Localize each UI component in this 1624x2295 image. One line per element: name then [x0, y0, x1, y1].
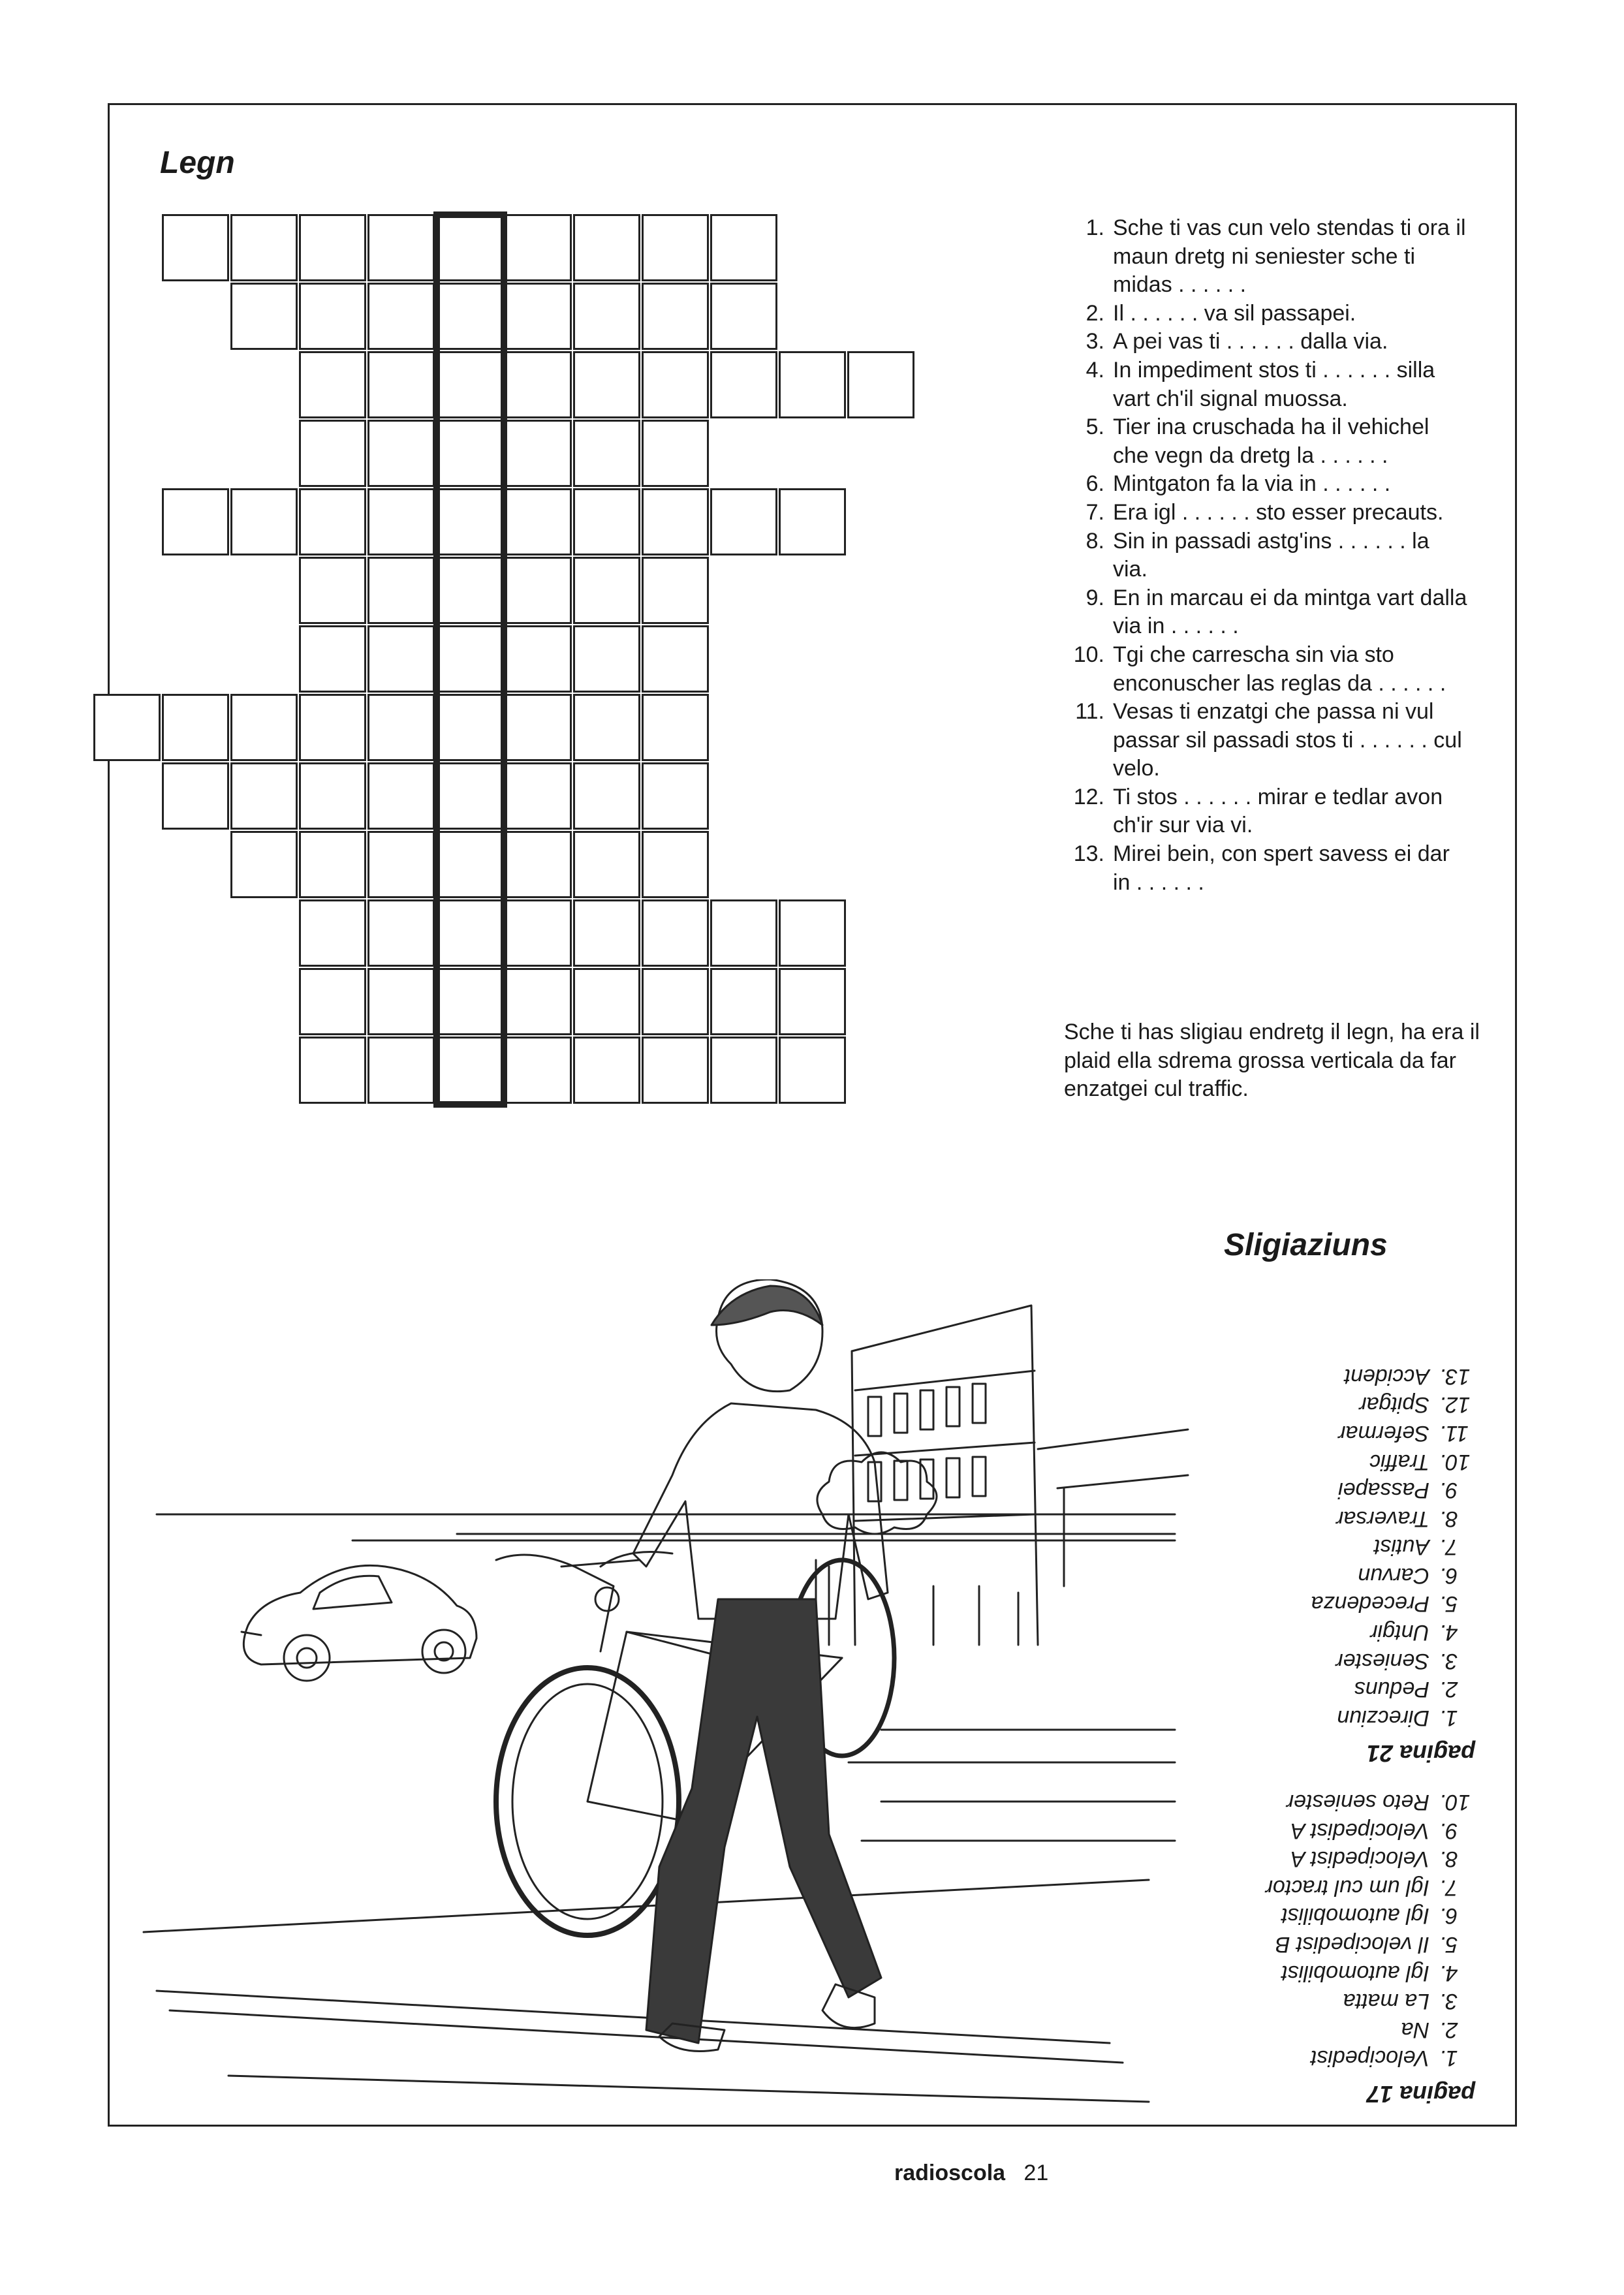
solution-item [1240, 1447, 1475, 1476]
solution-item [1240, 1390, 1475, 1419]
clue-number: 13. [1073, 841, 1104, 867]
solution-number: 12. [1439, 1392, 1471, 1418]
crossword-clue [1064, 840, 1469, 897]
solution-number: 7. [1439, 1535, 1458, 1560]
solution-item [1240, 1787, 1475, 1816]
solution-item [1240, 1901, 1475, 1930]
solution-item [1240, 1618, 1475, 1647]
solution-text: Sefermar [1338, 1420, 1429, 1446]
solution-item [1240, 2015, 1475, 2044]
solution-number: 8. [1439, 1506, 1458, 1531]
solution-item [1240, 1561, 1475, 1589]
page-footer [894, 2161, 1048, 2186]
solution-text: Igl automobilist [1281, 1903, 1429, 1929]
solution-number: 9. [1439, 1818, 1458, 1843]
clue-number: 6. [1085, 471, 1104, 497]
solution-text: Igl automobilist [1281, 1960, 1429, 1986]
solution-text: Reto seniester [1286, 1790, 1429, 1815]
solution-item [1240, 1675, 1475, 1704]
solutions-list [1240, 1362, 1475, 1732]
solutions-section-heading: pagina 21 [1366, 1740, 1475, 1768]
crossword-clue [1064, 783, 1469, 840]
solutions-title: Sligiaziuns [1224, 1228, 1388, 1262]
clue-text: Mintgaton fa la via in . . . . . . [1113, 471, 1391, 497]
solution-item [1240, 1476, 1475, 1505]
crossword-note: Sche ti has sligiau endretg il legn, ha era il plaid ella sdrema grossa verticala da far enzatgei cul traffic. [1064, 1020, 1480, 1102]
page-number: 21 [1023, 2161, 1049, 2185]
solution-text: Accident [1344, 1364, 1429, 1389]
car [242, 1565, 476, 1681]
solution-number: 6. [1439, 1903, 1458, 1929]
clue-text: Tgi che carrescha sin via sto enconuscher las reglas da . . . . . . [1113, 642, 1446, 696]
clue-number: 4. [1085, 357, 1104, 382]
clue-number: 10. [1073, 642, 1104, 667]
solution-text: Na [1401, 2017, 1429, 2042]
solution-item [1240, 1504, 1475, 1533]
solution-item [1240, 1845, 1475, 1873]
solution-item [1240, 1589, 1475, 1618]
crossword-clues [1064, 214, 1469, 897]
clue-text: Vesas ti enzatgi che passa ni vul passar sil passadi stos ti . . . . . . cul velo. [1113, 699, 1462, 781]
clue-text: Era igl . . . . . . sto esser precauts. [1113, 499, 1444, 525]
solution-item [1240, 1929, 1475, 1958]
clue-text: En in marcau ei da mintga vart dalla via in . . . . . . [1113, 585, 1467, 639]
crossword-clue [1064, 328, 1469, 356]
crossword-clue [1064, 214, 1469, 300]
solution-item [1240, 1533, 1475, 1561]
solution-number: 6. [1439, 1563, 1458, 1588]
clue-text: Sin in passadi astg'ins . . . . . . la via. [1113, 528, 1429, 582]
solution-number: 8. [1439, 1847, 1458, 1872]
crossword-clue [1064, 413, 1469, 470]
solution-number: 3. [1439, 1648, 1458, 1674]
clue-text: Mirei bein, con spert savess ei dar in . . . . . . [1113, 841, 1450, 895]
solution-number: 1. [1439, 1705, 1458, 1730]
clue-number: 12. [1073, 784, 1104, 809]
solution-text: Autist [1373, 1535, 1429, 1560]
solution-number: 7. [1439, 1875, 1458, 1900]
solution-number: 4. [1439, 1960, 1458, 1986]
solution-item [1240, 1703, 1475, 1732]
solution-number: 5. [1439, 1591, 1458, 1617]
solution-item [1240, 2044, 1475, 2072]
solution-number: 10. [1439, 1790, 1471, 1815]
clue-number: 3. [1085, 329, 1104, 354]
solution-text: Il velocipedist B [1275, 1932, 1429, 1958]
solution-number: 2. [1439, 1677, 1458, 1702]
solution-item [1240, 1958, 1475, 1987]
crossword-clue [1064, 499, 1469, 527]
solutions-upside-down [1240, 1292, 1475, 2108]
crossword-clue [1064, 584, 1469, 641]
crossword-title: Legn [160, 146, 235, 180]
solution-text: Passapei [1338, 1478, 1429, 1503]
solution-text: Traffic [1369, 1449, 1429, 1475]
crossword-clue [1064, 470, 1469, 499]
solution-item [1240, 1362, 1475, 1390]
solution-number: 2. [1439, 2017, 1458, 2042]
solution-number: 11. [1439, 1420, 1469, 1446]
solution-text: Carvun [1358, 1563, 1429, 1588]
boy [633, 1279, 888, 2052]
clue-number: 5. [1085, 414, 1104, 440]
solution-text: Velocipedist [1310, 2046, 1429, 2071]
crossword-clue [1064, 698, 1469, 783]
solution-item [1240, 1873, 1475, 1901]
clue-text: In impediment stos ti . . . . . . silla vart ch'il signal muossa. [1113, 357, 1435, 411]
solution-text: Direcziun [1337, 1705, 1429, 1730]
buildings [816, 1305, 1188, 1691]
solution-number: 9. [1439, 1478, 1458, 1503]
clue-text: Il . . . . . . va sil passapei. [1113, 300, 1356, 326]
clue-number: 1. [1085, 215, 1104, 240]
solution-item [1240, 1646, 1475, 1675]
solution-text: Igl um cul tractor [1265, 1875, 1429, 1900]
publication-name: radioscola [894, 2161, 1006, 2185]
crossword-clue [1064, 300, 1469, 328]
clue-number: 2. [1085, 300, 1104, 326]
cyclist-illustration [131, 1279, 1227, 2115]
clue-number: 7. [1085, 499, 1104, 525]
crossword-clue [1064, 527, 1469, 584]
clue-number: 11. [1075, 699, 1104, 725]
solution-text: La matta [1343, 1989, 1429, 2014]
solution-number: 10. [1439, 1449, 1471, 1475]
solutions-section-heading: pagina 17 [1366, 2081, 1475, 2108]
clue-text: Ti stos . . . . . . mirar e tedlar avon ch'ir sur via vi. [1113, 784, 1443, 838]
solution-number: 13. [1439, 1364, 1471, 1389]
solution-text: Spitgar [1359, 1392, 1429, 1418]
clue-number: 8. [1085, 528, 1104, 554]
clue-text: Sche ti vas cun velo stendas ti ora il maun dretg ni seniester sche ti midas . . . . . . [1113, 215, 1466, 298]
solution-text: Traversar [1336, 1506, 1429, 1531]
crossword-clue [1064, 356, 1469, 413]
solution-text: Velocipedist A [1290, 1818, 1429, 1843]
clue-number: 9. [1085, 585, 1104, 610]
solution-text: Precedenza [1311, 1591, 1429, 1617]
solution-number: 3. [1439, 1989, 1458, 2014]
clue-text: A pei vas ti . . . . . . dalla via. [1113, 329, 1388, 354]
solution-text: Peduns [1354, 1677, 1429, 1702]
solution-item [1240, 1418, 1475, 1447]
solution-text: Velocipedist A [1290, 1847, 1429, 1872]
solution-number: 1. [1439, 2046, 1458, 2071]
solution-item [1240, 1816, 1475, 1845]
solution-text: Seniester [1335, 1648, 1429, 1674]
solution-number: 5. [1439, 1932, 1458, 1958]
solution-item [1240, 1987, 1475, 2016]
solution-number: 4. [1439, 1620, 1458, 1646]
crossword-clue [1064, 641, 1469, 698]
solutions-list [1240, 1787, 1475, 2072]
solution-text: Untgir [1370, 1620, 1429, 1646]
clue-text: Tier ina cruschada ha il vehichel che vegn da dretg la . . . . . . [1113, 414, 1429, 468]
